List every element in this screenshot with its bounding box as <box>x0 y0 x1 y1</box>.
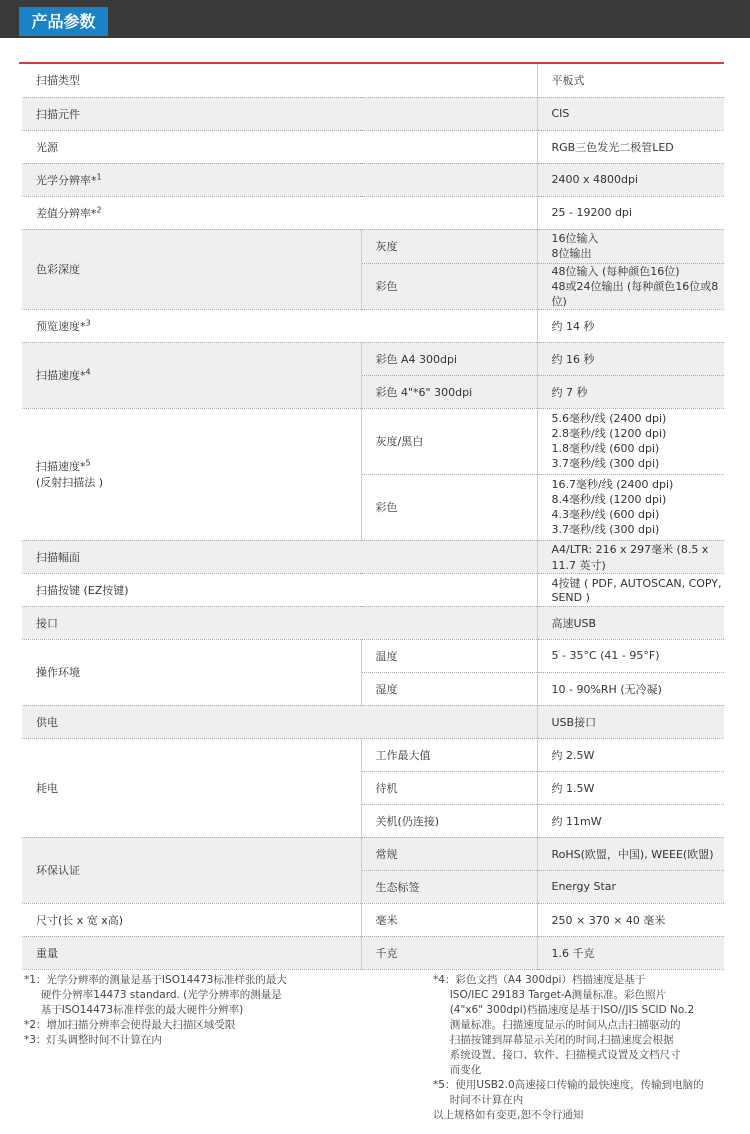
footnote: 测量标准。扫描速度显示的时间从点击扫描驱动的 <box>433 1019 681 1031</box>
spec-value: A4/LTR: 216 x 297毫米 (8.5 x 11.7 英寸) <box>537 540 724 573</box>
footnote: 扫描按键到屏幕显示关闭的时间,扫描速度会根据 <box>433 1034 674 1046</box>
footnote: 而变化 <box>433 1064 482 1076</box>
spec-label: 扫描速度*$^4$ <box>22 342 361 408</box>
spec-sublabel: 彩色 <box>361 263 537 309</box>
spec-value: 5 - 35°C (41 - 95°F) <box>537 639 724 672</box>
spec-label: 重量 <box>22 936 361 969</box>
table-row <box>22 936 724 969</box>
footnotes-left <box>24 973 287 1048</box>
table-row <box>22 342 724 375</box>
spec-label: 扫描元件 <box>22 97 537 130</box>
table-row <box>22 738 724 771</box>
spec-value: 1.6 千克 <box>537 936 724 969</box>
spec-label: 色彩深度 <box>22 229 361 309</box>
spec-label: 光源 <box>22 130 537 163</box>
spec-label: 扫描速度*$^5$ (反射扫描法 ) <box>22 408 361 540</box>
footnote: *3：灯头调整时间不计算在内 <box>24 1034 162 1046</box>
spec-label: 扫描按键 (EZ按键) <box>22 573 537 606</box>
table-row <box>22 229 724 263</box>
disclaimer: 以上规格如有变更,恕不令行通知 <box>433 1109 584 1121</box>
spec-sublabel: 灰度/黑白 <box>361 408 537 474</box>
spec-label: 尺寸(长 x 宽 x高) <box>22 903 361 936</box>
spec-value: RGB三色发光二极管LED <box>537 130 724 163</box>
spec-label: 操作环境 <box>22 639 361 705</box>
footnote: *1：光学分辨率的测量是基于ISO14473标准样张的最大 <box>24 974 287 986</box>
spec-label: 环保认证 <box>22 837 361 903</box>
table-row <box>22 705 724 738</box>
spec-value: 约 7 秒 <box>537 375 724 408</box>
spec-sublabel: 湿度 <box>361 672 537 705</box>
spec-value: 25 - 19200 dpi <box>537 196 724 229</box>
table-row <box>22 903 724 936</box>
spec-label: 差值分辨率*$^2$ <box>22 196 537 229</box>
footnote: 时间不计算在内 <box>433 1094 524 1106</box>
footnote: (4"x6" 300dpi)档描速度是基于ISO//JIS SCID No.2 <box>433 1004 695 1016</box>
spec-value: 48位输入 (每种颜色16位) 48或24位输出 (每种颜色16位或8位) <box>537 263 724 309</box>
spec-sublabel: 毫米 <box>361 903 537 936</box>
table-row <box>22 837 724 870</box>
table-row <box>22 606 724 639</box>
spec-sublabel: 生态标签 <box>361 870 537 903</box>
table-row <box>22 196 724 229</box>
spec-value: USB接口 <box>537 705 724 738</box>
table-row <box>22 540 724 573</box>
spec-label: 接口 <box>22 606 537 639</box>
spec-value: 约 2.5W <box>537 738 724 771</box>
table-row <box>22 408 724 474</box>
spec-sublabel: 千克 <box>361 936 537 969</box>
spec-label: 光学分辨率*$^1$ <box>22 163 537 196</box>
spec-value: CIS <box>537 97 724 130</box>
spec-label: 扫描类型 <box>22 64 537 97</box>
section-title: 产品参数 <box>19 7 108 36</box>
spec-sublabel: 待机 <box>361 771 537 804</box>
header-banner <box>0 0 750 38</box>
table-row <box>22 639 724 672</box>
spec-sublabel: 彩色 A4 300dpi <box>361 342 537 375</box>
footnotes-right <box>433 973 704 1123</box>
spec-sublabel: 彩色 <box>361 474 537 540</box>
spec-sublabel: 灰度 <box>361 229 537 263</box>
footnote: 系统设置、接口、软件、扫描模式设置及文档尺寸 <box>433 1049 681 1061</box>
spec-label: 供电 <box>22 705 537 738</box>
table-row <box>22 573 724 606</box>
spec-sublabel: 温度 <box>361 639 537 672</box>
spec-value: RoHS(欧盟，中国), WEEE(欧盟) <box>537 837 724 870</box>
spec-label: 预览速度*$^3$ <box>22 309 537 342</box>
spec-value: Energy Star <box>537 870 724 903</box>
table-row <box>22 64 724 97</box>
spec-value: 2400 x 4800dpi <box>537 163 724 196</box>
spec-value: 5.6毫秒/线 (2400 dpi) 2.8毫秒/线 (1200 dpi) 1.8毫秒/线 (600 dpi) 3.7毫秒/线 (300 dpi) <box>537 408 724 474</box>
spec-sublabel: 工作最大值 <box>361 738 537 771</box>
spec-value: 10 - 90%RH (无冷凝) <box>537 672 724 705</box>
spec-sublabel: 关机(仍连接) <box>361 804 537 837</box>
footnote: 基于ISO14473标准样张的最大硬件分辨率) <box>24 1004 244 1016</box>
footnote: *4：彩色文挡（A4 300dpi）档描速度是基于 <box>433 974 646 986</box>
table-row <box>22 97 724 130</box>
table-row <box>22 130 724 163</box>
table-row <box>22 309 724 342</box>
spec-value: 约 16 秒 <box>537 342 724 375</box>
spec-value: 约 1.5W <box>537 771 724 804</box>
spec-value: 4按键 ( PDF, AUTOSCAN, COPY, SEND ) <box>537 573 724 606</box>
spec-value: 16.7毫秒/线 (2400 dpi) 8.4毫秒/线 (1200 dpi) 4.3毫秒/线 (600 dpi) 3.7毫秒/线 (300 dpi) <box>537 474 724 540</box>
spec-value: 16位输入 8位输出 <box>537 229 724 263</box>
spec-value: 250 × 370 × 40 毫米 <box>537 903 724 936</box>
spec-value: 平板式 <box>537 64 724 97</box>
table-row <box>22 163 724 196</box>
spec-value: 约 11mW <box>537 804 724 837</box>
spec-label: 耗电 <box>22 738 361 837</box>
spec-sublabel: 常规 <box>361 837 537 870</box>
footnote: *5：使用USB2.0高速接口传输的最快速度，传输到电脑的 <box>433 1079 704 1091</box>
footnote: *2：增加扫描分辨率会使得最大扫描区域受限 <box>24 1019 236 1031</box>
footnote: 硬件分辨率14473 standard. (光学分辨率的测量是 <box>24 989 282 1001</box>
spec-sublabel: 彩色 4"*6" 300dpi <box>361 375 537 408</box>
spec-value: 约 14 秒 <box>537 309 724 342</box>
spec-label: 扫描幅面 <box>22 540 537 573</box>
spec-value: 高速USB <box>537 606 724 639</box>
spec-table <box>22 64 724 970</box>
footnote: ISO/IEC 29183 Target-A测量标准。彩色照片 <box>433 989 667 1001</box>
